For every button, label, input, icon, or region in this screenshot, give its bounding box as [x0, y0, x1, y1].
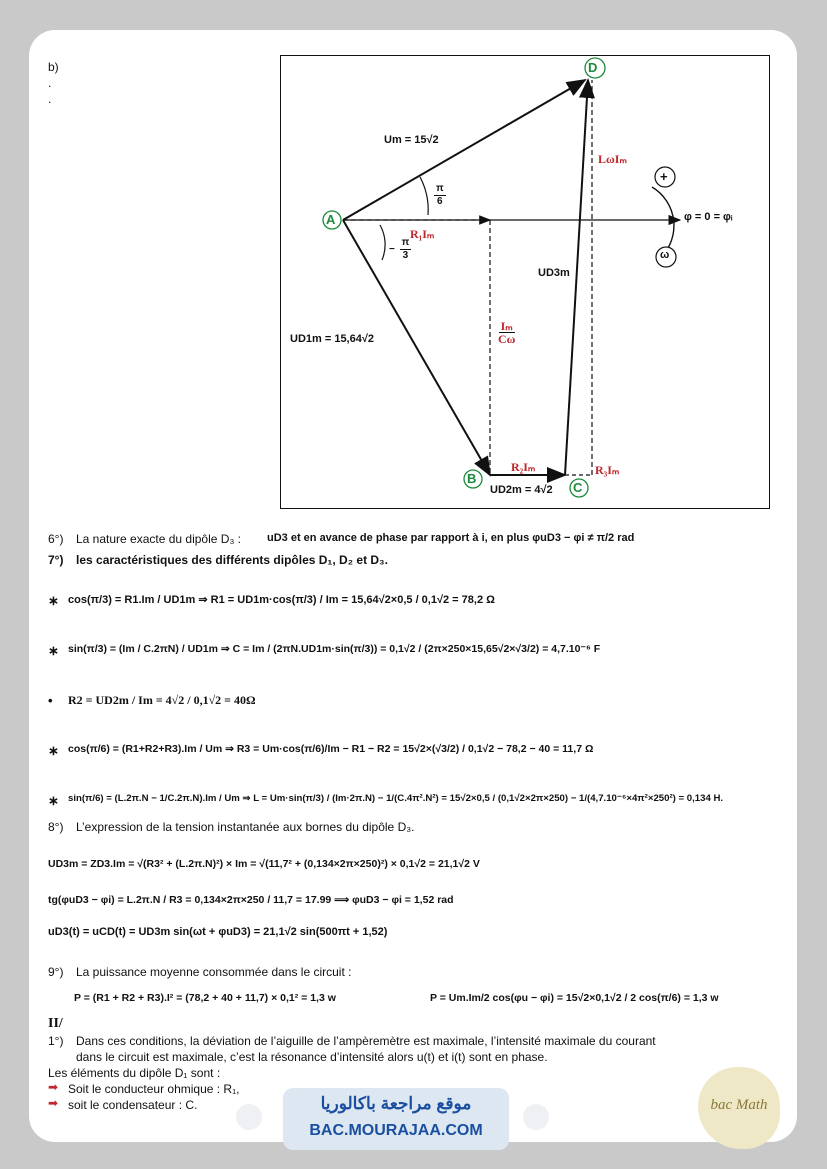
banner-right-icon [523, 1104, 549, 1130]
eq-r3: cos(π/6) = (R1+R2+R3).Im / Um ⇒ R3 = Um·cos(π/6)/Im − R1 − R2 = 15√2×(√3/2) / 0,1√2 − 78,2 − 40 = 11,7 Ω [68, 743, 594, 755]
bullet-4: ∗ [48, 743, 59, 758]
point-c-label: C [573, 480, 583, 495]
bullet-1: ∗ [48, 593, 59, 608]
eq-ud3-t: uD3(t) = uCD(t) = UD3m sin(ωt + φuD3) = 21,1√2 sin(500πt + 1,52) [48, 926, 388, 938]
q8-number: 8°) [48, 820, 64, 834]
banner-left-icon [236, 1104, 262, 1130]
neg-pi3-sign: − [389, 244, 395, 256]
banner-url[interactable]: BAC.MOURAJAA.COM [309, 1122, 483, 1139]
p1-line-2: dans le circuit est maximale, c’est la résonance d’intensité alors u(t) et i(t) sont en phase. [76, 1050, 548, 1064]
eq-r2: R2 = UD2m / Im = 4√2 / 0,1√2 = 40Ω [68, 693, 256, 707]
ud3m-label: UD3m [538, 267, 570, 279]
q7-number: 7°) [48, 553, 64, 567]
q6-text: La nature exacte du dipôle D₃ : [76, 532, 241, 546]
bullet-3: • [48, 693, 53, 708]
banner-arabic: موقع مراجعة باكالوريا [320, 1094, 472, 1113]
pi6-label [432, 183, 448, 208]
r2im-label: R₂Iₘ [511, 460, 536, 474]
r3im-label: R₃Iₘ [595, 463, 620, 477]
eq-tg-phase: tg(φuD3 − φi) = L.2π.N / R3 = 0,134×2π×250 / 11,7 = 17.99 ⟹ φuD3 − φi = 1,52 rad [48, 894, 454, 906]
arrow-bullet-1: ➡ [48, 1080, 59, 1094]
point-a-label: A [326, 212, 336, 227]
elements-title: Les éléments du dipôle D₁ sont : [48, 1066, 221, 1080]
arrow-bullet-2: ➡ [48, 1096, 59, 1110]
im-cw-num: Iₘ [500, 319, 513, 333]
q9-number: 9°) [48, 965, 64, 979]
eq-power-2: P = Um.Im/2 cos(φu − φi) = 15√2×0,1√2 / 2 cos(π/6) = 1,3 w [430, 992, 719, 1004]
bullet-5: ∗ [48, 793, 59, 808]
site-banner[interactable] [283, 1088, 509, 1150]
p1-line-1: Dans ces conditions, la déviation de l’aiguille de l’ampèremètre est maximale, l’intensité maximale du courant [76, 1034, 656, 1048]
logo-text: bac Math [710, 1097, 768, 1113]
dot-1: . [48, 76, 52, 90]
neg-pi3-num: π [401, 237, 410, 248]
point-b-label: B [467, 471, 477, 486]
ud2m-label: UD2m = 4√2 [490, 484, 553, 496]
lwim-label: LωIₘ [598, 152, 627, 166]
bac-math-logo [698, 1067, 780, 1149]
pi6-num: π [436, 183, 444, 194]
section-heading-b: b) [48, 60, 59, 74]
ud1m-label: UD1m = 15,64√2 [290, 333, 375, 345]
pi6-den: 6 [437, 196, 443, 207]
element-bullet-1: Soit le conducteur ohmique : R₁, [68, 1082, 240, 1096]
q9-text: La puissance moyenne consommée dans le circuit : [76, 965, 352, 979]
fresnel-diagram [280, 55, 770, 510]
neg-pi3-label [389, 237, 413, 262]
um-label: Um = 15√2 [384, 134, 439, 146]
eq-l: sin(π/6) = (L.2π.N − 1/C.2π.N).Im / Um ⇒ L = Um·sin(π/3) / (Im·2π.N) − 1/(C.4π².N²) = 15√2×0,5 / (0,1√2×2π×250) − 1/(4,7.10⁻⁶×4π²×250²) = 0,134 H. [68, 793, 724, 804]
q8-text: L’expression de la tension instantanée aux bornes du dipôle D₃. [76, 820, 415, 834]
dot-2: . [48, 92, 52, 106]
part-two-heading: II/ [48, 1016, 63, 1031]
p1-number: 1°) [48, 1034, 64, 1048]
q6-number: 6°) [48, 532, 64, 546]
q6-answer: uD3 et en avance de phase par rapport à i, en plus φuD3 − φi ≠ π/2 rad [267, 532, 635, 544]
eq-c: sin(π/3) = (Im / C.2πN) / UD1m ⇒ C = Im / (2πN.UD1m·sin(π/3)) = 0,1√2 / (2π×250×15,65√2×√3/2) = 4,7.10⁻⁶ F [68, 643, 601, 655]
bullet-2: ∗ [48, 643, 59, 658]
eq-r1: cos(π/3) = R1.Im / UD1m ⇒ R1 = UD1m·cos(π/3) / Im = 15,64√2×0,5 / 0,1√2 = 78,2 Ω [68, 594, 495, 606]
r1im-label: R₁Iₘ [410, 227, 435, 241]
phi-axis-label: φ = 0 = φᵢ [684, 211, 733, 223]
eq-ud3m: UD3m = ZD3.Im = √(R3² + (L.2π.N)²) × Im = √(11,7² + (0,134×2π×250)²) × 0,1√2 = 21,1√2 V [48, 858, 480, 870]
im-cw-den: Cω [498, 332, 516, 346]
diagram-frame [281, 56, 770, 509]
q7-text: les caractéristiques des différents dipôles D₁, D₂ et D₃. [76, 553, 388, 567]
omega-sign: ω [660, 249, 670, 261]
neg-pi3-den: 3 [402, 250, 409, 261]
plus-sign: + [660, 169, 668, 184]
im-cw-label [494, 320, 519, 345]
point-d-label: D [588, 60, 598, 75]
element-bullet-2: soit le condensateur : C. [68, 1098, 198, 1112]
eq-power-1: P = (R1 + R2 + R3).I² = (78,2 + 40 + 11,7) × 0,1² = 1,3 w [74, 992, 336, 1004]
